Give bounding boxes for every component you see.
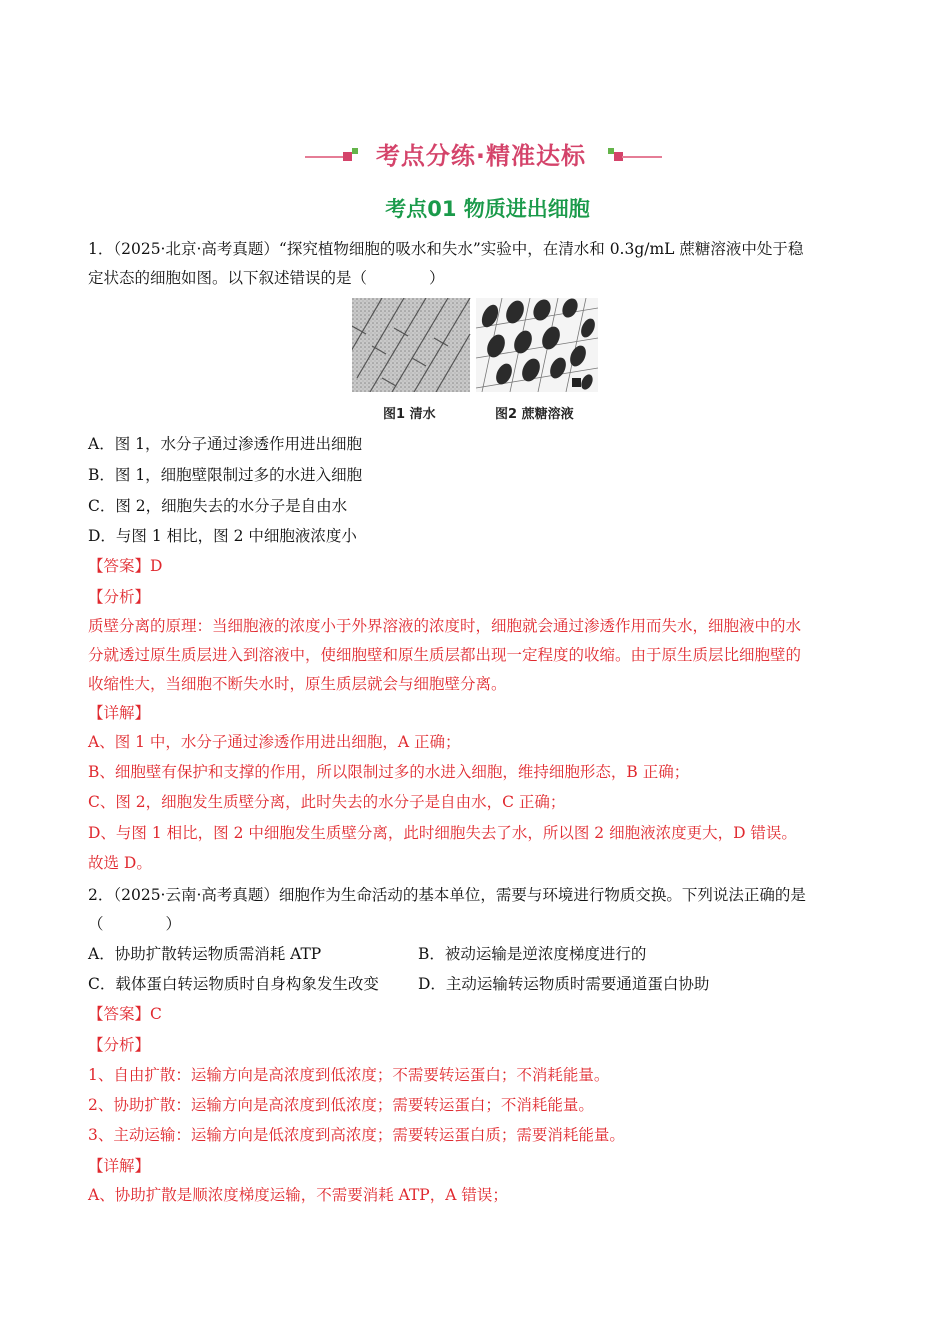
q1-option-a: A．图 1，水分子通过渗透作用进出细胞	[88, 435, 362, 453]
figure1-water-cells	[352, 298, 470, 392]
figure1-caption: 图1 清水	[383, 407, 436, 422]
q1-detail-line: D、与图 1 相比，图 2 中细胞发生质壁分离，此时细胞失去了水，所以图 2 细胞液浓度更大，D 错误。	[88, 824, 797, 842]
q1-stem-line2: 定状态的细胞如图。以下叙述错误的是（ ）	[88, 269, 445, 287]
q1-option-b: B．图 1，细胞壁限制过多的水进入细胞	[88, 466, 363, 484]
q1-micrograph-figure	[352, 298, 598, 392]
q1-conclusion: 故选 D。	[88, 854, 152, 872]
q2-analysis-line: 1、自由扩散：运输方向是高浓度到低浓度；不需要转运蛋白；不消耗能量。	[88, 1066, 610, 1084]
q2-stem-line2: （ ）	[88, 915, 182, 933]
q1-option-c: C．图 2，细胞失去的水分子是自由水	[88, 497, 348, 515]
q1-analysis-label: 【分析】	[88, 588, 151, 606]
q2-stem-line1: 2．（2025·云南·高考真题）细胞作为生命活动的基本单位，需要与环境进行物质交换。下列说法正确的是	[88, 886, 806, 904]
section-banner	[0, 134, 950, 174]
q1-analysis-line: 收缩性大，当细胞不断失水时，原生质层就会与细胞壁分离。	[88, 675, 507, 693]
q1-answer: 【答案】D	[88, 557, 163, 575]
q1-analysis-line: 质壁分离的原理：当细胞液的浓度小于外界溶液的浓度时，细胞就会通过渗透作用而失水，细胞液中的水	[88, 617, 802, 635]
q2-detail-line: A、协助扩散是顺浓度梯度运输，不需要消耗 ATP，A 错误；	[88, 1186, 508, 1204]
banner-square-icon	[608, 148, 614, 154]
banner-title: 考点分练·精准达标	[375, 142, 587, 170]
section-title: 考点01 物质进出细胞	[385, 197, 590, 221]
q1-detail-label: 【详解】	[88, 704, 151, 722]
q2-analysis-line: 2、协助扩散：运输方向是高浓度到低浓度；需要转运蛋白；不消耗能量。	[88, 1096, 594, 1114]
banner-divider-left	[305, 156, 345, 158]
figure2-sucrose-cells	[476, 298, 598, 392]
q2-analysis-label: 【分析】	[88, 1036, 151, 1054]
q2-analysis-line: 3、主动运输：运输方向是低浓度到高浓度；需要转运蛋白质；需要消耗能量。	[88, 1126, 625, 1144]
q1-analysis-line: 分就透过原生质层进入到溶液中，使细胞壁和原生质层都出现一定程度的收缩。由于原生质层比细胞壁的	[88, 646, 802, 664]
q2-option-d: D．主动运输转运物质时需要通道蛋白协助	[418, 975, 710, 993]
q1-stem-line1: 1．（2025·北京·高考真题）“探究植物细胞的吸水和失水”实验中，在清水和 0.3g/mL 蔗糖溶液中处于稳	[88, 240, 804, 258]
q1-detail-line: C、图 2，细胞发生质壁分离，此时失去的水分子是自由水，C 正确；	[88, 793, 566, 811]
q2-option-c: C．载体蛋白转运物质时自身构象发生改变	[88, 975, 379, 993]
q2-detail-label: 【详解】	[88, 1157, 151, 1175]
q2-option-a: A．协助扩散转运物质需消耗 ATP	[88, 945, 322, 963]
q1-detail-line: A、图 1 中，水分子通过渗透作用进出细胞，A 正确；	[88, 733, 461, 751]
banner-divider-right	[622, 156, 662, 158]
q1-detail-line: B、细胞壁有保护和支撑的作用，所以限制过多的水进入细胞，维持细胞形态，B 正确；	[88, 763, 690, 781]
q1-option-d: D．与图 1 相比，图 2 中细胞液浓度小	[88, 527, 357, 545]
figure2-caption: 图2 蔗糖溶液	[495, 407, 574, 422]
q2-option-b: B．被动运输是逆浓度梯度进行的	[418, 945, 647, 963]
q2-answer: 【答案】C	[88, 1005, 162, 1023]
